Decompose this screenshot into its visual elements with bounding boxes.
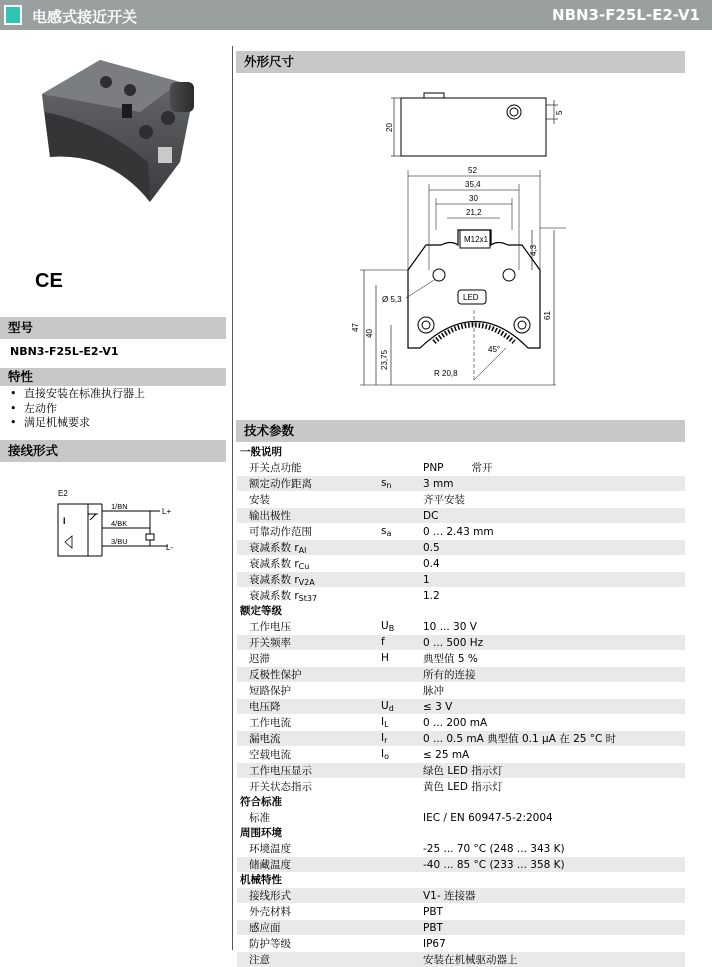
spec-symbol-subscript: o <box>384 752 389 761</box>
spec-name-cell <box>237 651 381 667</box>
spec-value: IP67 <box>423 938 446 950</box>
spec-value: 0 ... 500 Hz <box>423 637 483 649</box>
spec-row <box>237 904 685 920</box>
spec-table <box>237 444 685 967</box>
spec-value: 典型值 5 % <box>423 653 478 665</box>
spec-symbol-cell <box>381 524 423 540</box>
spec-name-cell <box>237 841 381 857</box>
spec-group-header <box>237 444 685 460</box>
spec-row <box>237 635 685 651</box>
section-features <box>0 368 226 386</box>
spec-value-cell <box>423 857 685 873</box>
spec-name-cell <box>237 635 381 651</box>
spec-name: 短路保护 <box>249 685 291 697</box>
spec-name: 工作电压 <box>249 621 291 633</box>
section-specs <box>236 420 685 442</box>
brand-logo-icon <box>4 5 22 25</box>
spec-symbol: I <box>381 748 384 760</box>
label-m12: M12x1 <box>464 235 489 244</box>
spec-symbol-cell <box>381 667 423 683</box>
spec-group-title: 周围环境 <box>237 825 685 841</box>
spec-value-cell <box>423 810 685 826</box>
spec-name: 可靠动作范围 <box>249 526 312 538</box>
feature-item: • 满足机械要求 <box>10 416 145 431</box>
spec-name: 安装 <box>249 494 270 506</box>
spec-symbol: U <box>381 700 389 712</box>
spec-symbol-subscript: n <box>386 481 391 490</box>
spec-name: 输出极性 <box>249 510 291 522</box>
spec-value: -25 ... 70 °C (248 ... 343 K) <box>423 843 565 855</box>
spec-symbol-cell <box>381 699 423 715</box>
spec-name-cell <box>237 904 381 920</box>
spec-row <box>237 572 685 588</box>
spec-value: PBT <box>423 906 443 918</box>
spec-name-cell <box>237 619 381 635</box>
page-title: 电感式接近开关 <box>32 6 137 27</box>
spec-name-cell <box>237 952 381 967</box>
spec-symbol-cell <box>381 747 423 763</box>
spec-name-cell <box>237 888 381 904</box>
spec-name: 开关频率 <box>249 637 291 649</box>
spec-value-cell <box>423 888 685 904</box>
spec-name-cell <box>237 857 381 873</box>
spec-symbol: U <box>381 620 389 632</box>
spec-name: 衰减系数 r <box>249 558 299 570</box>
spec-name: 迟滞 <box>249 653 270 665</box>
feature-item: • 左动作 <box>10 402 145 417</box>
spec-symbol: s <box>381 477 386 489</box>
spec-group-header <box>237 603 685 619</box>
spec-name: 衰减系数 r <box>249 574 299 586</box>
spec-name: 开关状态指示 <box>249 781 312 793</box>
dim-h5: 5 <box>555 110 564 115</box>
spec-symbol-cell <box>381 936 423 952</box>
spec-symbol-cell <box>381 651 423 667</box>
spec-value: DC <box>423 510 438 522</box>
spec-name-cell <box>237 476 381 492</box>
spec-name-cell <box>237 460 381 476</box>
spec-name-cell <box>237 572 381 588</box>
wiring-diagram <box>50 484 190 564</box>
spec-name-cell <box>237 920 381 936</box>
spec-symbol-cell <box>381 460 423 476</box>
spec-value: 黄色 LED 指示灯 <box>423 781 503 793</box>
spec-value: ≤ 3 V <box>423 701 452 713</box>
spec-row <box>237 492 685 508</box>
spec-name-cell <box>237 763 381 779</box>
dimension-drawing <box>236 80 685 400</box>
spec-group-title: 额定等级 <box>237 603 685 619</box>
spec-value-cell <box>423 841 685 857</box>
spec-symbol: f <box>381 636 385 648</box>
spec-name: 反极性保护 <box>249 669 302 681</box>
specs-section-title: 技术参数 <box>244 423 294 438</box>
dim-w52: 52 <box>468 166 477 175</box>
spec-value-cell <box>423 952 685 967</box>
spec-symbol-cell <box>381 635 423 651</box>
spec-row <box>237 936 685 952</box>
spec-row <box>237 731 685 747</box>
spec-value-cell <box>423 936 685 952</box>
spec-group-header <box>237 825 685 841</box>
spec-name: 开关点功能 <box>249 462 302 474</box>
spec-symbol-cell <box>381 508 423 524</box>
dim-d53: Ø 5,3 <box>382 295 402 304</box>
spec-symbol-cell <box>381 888 423 904</box>
spec-group-title: 符合标准 <box>237 794 685 810</box>
ce-mark: CE <box>35 270 63 293</box>
spec-row <box>237 810 685 826</box>
spec-name-cell <box>237 731 381 747</box>
spec-value: 3 mm <box>423 478 453 490</box>
spec-value-cell <box>423 556 685 572</box>
spec-value-cell <box>423 651 685 667</box>
spec-symbol-subscript: L <box>384 720 388 729</box>
spec-row <box>237 619 685 635</box>
spec-name: 电压降 <box>249 701 281 713</box>
spec-value: PNP <box>423 462 444 474</box>
spec-name-cell <box>237 936 381 952</box>
spec-name-subscript: Al <box>299 546 307 555</box>
spec-value: 0.5 <box>423 542 440 554</box>
spec-name: 防护等级 <box>249 938 291 950</box>
spec-name: 标准 <box>249 812 270 824</box>
dim-r208: R 20,8 <box>434 369 458 378</box>
spec-value-cell <box>423 635 685 651</box>
section-wiring <box>0 440 226 462</box>
spec-name: 工作电压显示 <box>249 765 312 777</box>
spec-row <box>237 667 685 683</box>
feature-item: • 直接安装在标准执行器上 <box>10 387 145 402</box>
spec-name-cell <box>237 699 381 715</box>
spec-symbol-cell <box>381 920 423 936</box>
spec-symbol-cell <box>381 556 423 572</box>
spec-value-cell <box>423 683 685 699</box>
spec-symbol-cell <box>381 857 423 873</box>
wiring-plus: L+ <box>162 507 171 516</box>
spec-value: 所有的连接 <box>423 669 476 681</box>
wiring-minus: L- <box>166 543 173 552</box>
spec-row <box>237 763 685 779</box>
spec-name-cell <box>237 588 381 604</box>
dim-h47: 47 <box>351 323 360 332</box>
spec-name: 外壳材料 <box>249 906 291 918</box>
spec-symbol-cell <box>381 715 423 731</box>
section-model <box>0 317 226 339</box>
spec-group-header <box>237 872 685 888</box>
spec-value-cell <box>423 904 685 920</box>
spec-row <box>237 699 685 715</box>
spec-symbol-cell <box>381 731 423 747</box>
spec-value-cell <box>423 619 685 635</box>
spec-row <box>237 715 685 731</box>
features-list <box>10 387 145 431</box>
spec-name-cell <box>237 556 381 572</box>
column-divider <box>232 46 233 950</box>
spec-symbol: I <box>381 716 384 728</box>
spec-row <box>237 952 685 967</box>
spec-value: 10 ... 30 V <box>423 621 477 633</box>
dim-h61: 61 <box>543 311 552 320</box>
spec-name-subscript: Cu <box>299 562 310 571</box>
spec-name: 储藏温度 <box>249 859 291 871</box>
dim-h43: 4,3 <box>529 244 538 256</box>
spec-value-cell <box>423 492 685 508</box>
spec-name: 工作电流 <box>249 717 291 729</box>
wiring-section-title: 接线形式 <box>8 443 58 458</box>
spec-symbol-subscript: d <box>389 704 394 713</box>
spec-symbol: I <box>381 732 384 744</box>
spec-row <box>237 460 685 476</box>
spec-group-title: 一般说明 <box>237 444 685 460</box>
spec-symbol-cell <box>381 841 423 857</box>
model-section-title: 型号 <box>8 320 33 335</box>
spec-value-cell <box>423 540 685 556</box>
spec-value: 0 ... 2.43 mm <box>423 526 494 538</box>
spec-value-extra: 常开 <box>472 462 493 474</box>
spec-symbol-cell <box>381 492 423 508</box>
wiring-pin1: 1/BN <box>111 502 128 511</box>
svg-text:I: I <box>63 516 66 526</box>
spec-symbol-cell <box>381 779 423 795</box>
features-section-title: 特性 <box>8 369 33 384</box>
spec-row <box>237 476 685 492</box>
spec-value: 1.2 <box>423 590 440 602</box>
spec-symbol-subscript: r <box>384 736 387 745</box>
spec-name: 注意 <box>249 954 270 966</box>
spec-row <box>237 920 685 936</box>
dimensions-section-title: 外形尺寸 <box>244 54 294 69</box>
spec-row <box>237 651 685 667</box>
spec-symbol: s <box>381 525 386 537</box>
spec-group-header <box>237 794 685 810</box>
spec-name: 额定动作距离 <box>249 478 312 490</box>
spec-value: 0 ... 0.5 mA 典型值 0.1 µA 在 25 °C 时 <box>423 733 616 745</box>
spec-value: 0.4 <box>423 558 440 570</box>
spec-name-cell <box>237 779 381 795</box>
spec-name: 感应面 <box>249 922 281 934</box>
spec-name: 空载电流 <box>249 749 291 761</box>
spec-symbol-cell <box>381 904 423 920</box>
spec-value: 绿色 LED 指示灯 <box>423 765 503 777</box>
spec-row <box>237 779 685 795</box>
spec-group-title: 机械特性 <box>237 872 685 888</box>
spec-row <box>237 888 685 904</box>
spec-symbol-cell <box>381 810 423 826</box>
spec-row <box>237 588 685 604</box>
spec-row <box>237 747 685 763</box>
header-bar <box>0 0 712 30</box>
label-led: LED <box>463 293 479 302</box>
spec-symbol-cell <box>381 952 423 967</box>
dim-w212: 21,2 <box>466 208 482 217</box>
spec-value: ≤ 25 mA <box>423 749 469 761</box>
spec-name-cell <box>237 667 381 683</box>
spec-row <box>237 683 685 699</box>
spec-name-cell <box>237 492 381 508</box>
spec-value-cell <box>423 460 685 476</box>
dim-h40: 40 <box>365 329 374 338</box>
spec-row <box>237 508 685 524</box>
dim-h20: 20 <box>385 123 394 132</box>
spec-value-cell <box>423 731 685 747</box>
spec-name: 衰减系数 r <box>249 590 299 602</box>
wiring-pin3: 3/BU <box>111 537 128 546</box>
spec-value-cell <box>423 920 685 936</box>
spec-name-cell <box>237 683 381 699</box>
spec-value-cell <box>423 667 685 683</box>
spec-row <box>237 524 685 540</box>
spec-value-cell <box>423 763 685 779</box>
spec-name: 漏电流 <box>249 733 281 745</box>
spec-symbol-cell <box>381 763 423 779</box>
spec-symbol-cell <box>381 476 423 492</box>
model-value: NBN3-F25L-E2-V1 <box>10 345 119 358</box>
spec-symbol-cell <box>381 540 423 556</box>
spec-row <box>237 556 685 572</box>
spec-name-cell <box>237 508 381 524</box>
spec-name: 衰减系数 r <box>249 542 299 554</box>
spec-value-cell <box>423 747 685 763</box>
spec-value: -40 ... 85 °C (233 ... 358 K) <box>423 859 565 871</box>
spec-value-cell <box>423 508 685 524</box>
dim-w354: 35,4 <box>465 180 481 189</box>
model-number: NBN3-F25L-E2-V1 <box>552 6 700 24</box>
section-dimensions <box>236 51 685 73</box>
spec-value: 脉冲 <box>423 685 444 697</box>
spec-symbol-cell <box>381 683 423 699</box>
spec-name: 环境温度 <box>249 843 291 855</box>
spec-name: 接线形式 <box>249 890 291 902</box>
spec-value: 1 <box>423 574 430 586</box>
spec-name-cell <box>237 715 381 731</box>
dim-h2375: 23,75 <box>380 349 389 370</box>
spec-symbol-cell <box>381 572 423 588</box>
spec-value: 安装在机械驱动器上 <box>423 954 518 966</box>
spec-row <box>237 540 685 556</box>
dim-w30: 30 <box>469 194 478 203</box>
spec-value-cell <box>423 699 685 715</box>
spec-row <box>237 857 685 873</box>
spec-name-cell <box>237 540 381 556</box>
spec-value-cell <box>423 779 685 795</box>
spec-value: 0 ... 200 mA <box>423 717 487 729</box>
spec-name-cell <box>237 747 381 763</box>
spec-value-cell <box>423 476 685 492</box>
spec-value-cell <box>423 572 685 588</box>
spec-value: PBT <box>423 922 443 934</box>
wiring-code: E2 <box>58 489 68 498</box>
spec-name-subscript: St37 <box>299 594 317 603</box>
product-photo <box>30 52 200 212</box>
spec-row <box>237 841 685 857</box>
spec-symbol-subscript: B <box>389 624 395 633</box>
spec-value: IEC / EN 60947-5-2:2004 <box>423 812 553 824</box>
spec-name-cell <box>237 810 381 826</box>
spec-value: V1- 连接器 <box>423 890 476 902</box>
spec-name-cell <box>237 524 381 540</box>
spec-value: 齐平安装 <box>423 494 465 506</box>
spec-symbol-cell <box>381 619 423 635</box>
spec-name-subscript: V2A <box>299 578 315 587</box>
spec-value-cell <box>423 588 685 604</box>
dim-angle: 45° <box>488 345 500 354</box>
spec-value-cell <box>423 524 685 540</box>
spec-symbol-subscript: a <box>386 529 391 538</box>
spec-symbol: H <box>381 652 389 664</box>
spec-symbol-cell <box>381 588 423 604</box>
wiring-pin4: 4/BK <box>111 519 127 528</box>
spec-value-cell <box>423 715 685 731</box>
